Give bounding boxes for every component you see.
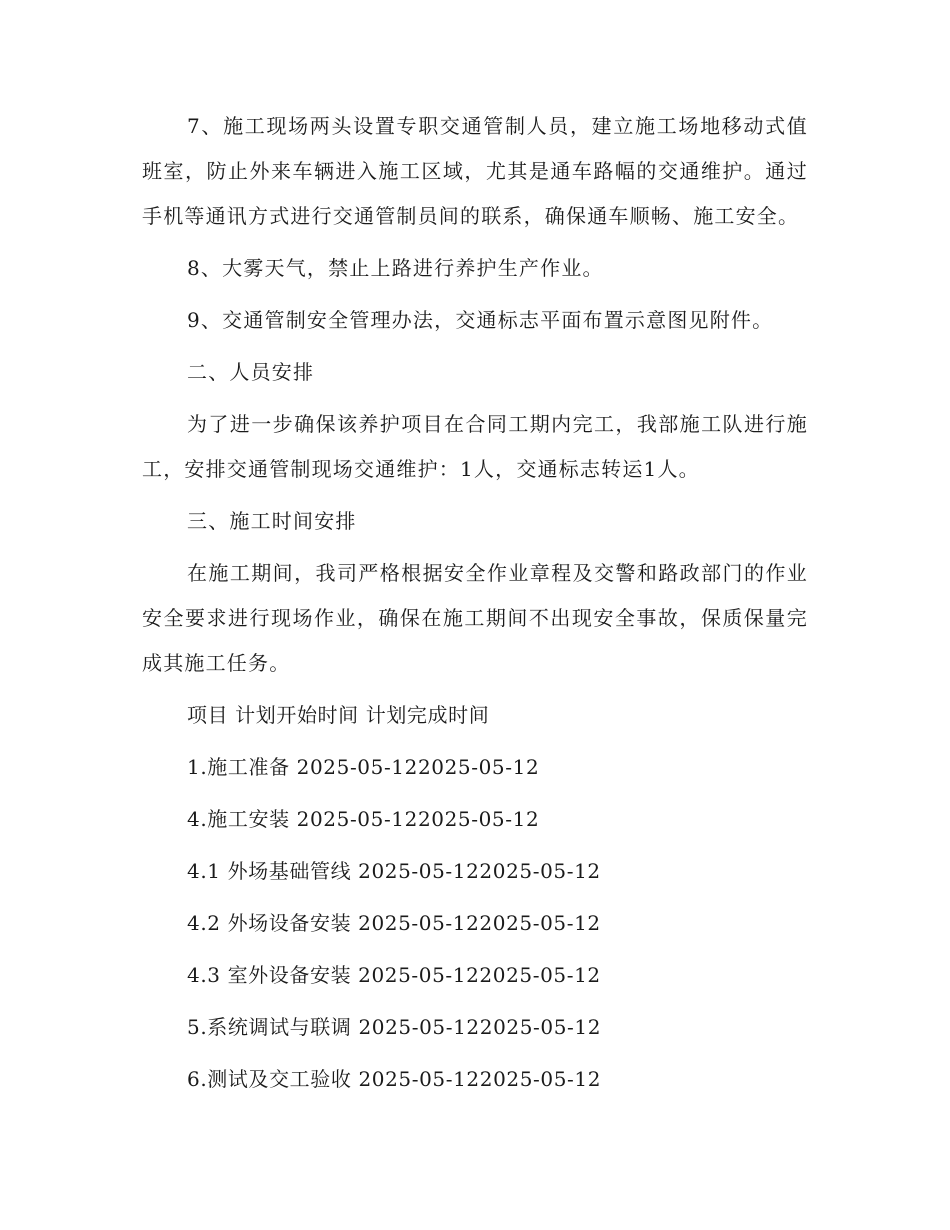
paragraph-traffic-management: 9、交通管制安全管理办法，交通标志平面布置示意图见附件。: [187, 308, 774, 332]
schedule-row: 4.3 室外设备安装 2025-05-122025-05-12: [187, 963, 601, 987]
schedule-row: 5.系统调试与联调 2025-05-122025-05-12: [187, 1015, 602, 1039]
schedule-row: 4.施工安装 2025-05-122025-05-12: [187, 807, 540, 831]
section-heading-staffing: 二、人员安排: [187, 360, 315, 384]
paragraph-traffic-control: 7、施工现场两头设置专职交通管制人员，建立施工场地移动式值班室，防止外来车辆进入施工区域，尤其是通车路幅的交通维护。通过手机等通讯方式进行交通管制员间的联系，确保通车顺畅、施工安全。: [142, 114, 808, 228]
paragraph-fog-weather: 8、大雾天气，禁止上路进行养护生产作业。: [187, 256, 604, 280]
schedule-row: 4.2 外场设备安装 2025-05-122025-05-12: [187, 911, 601, 935]
paragraph-schedule-intro: 在施工期间，我司严格根据安全作业章程及交警和路政部门的作业安全要求进行现场作业，确保在施工期间不出现安全事故，保质保量完成其施工任务。: [142, 561, 808, 675]
paragraph-staffing: 为了进一步确保该养护项目在合同工期内完工，我部施工队进行施工，安排交通管制现场交通维护：1人，交通标志转运1人。: [142, 412, 808, 481]
document-page: [142, 104, 808, 1102]
schedule-row: 6.测试及交工验收 2025-05-122025-05-12: [187, 1067, 602, 1091]
section-heading-schedule: 三、施工时间安排: [187, 509, 357, 533]
schedule-header: 项目 计划开始时间 计划完成时间: [187, 703, 490, 727]
schedule-row: 4.1 外场基础管线 2025-05-122025-05-12: [187, 859, 601, 883]
schedule-row: 1.施工准备 2025-05-122025-05-12: [187, 755, 540, 779]
